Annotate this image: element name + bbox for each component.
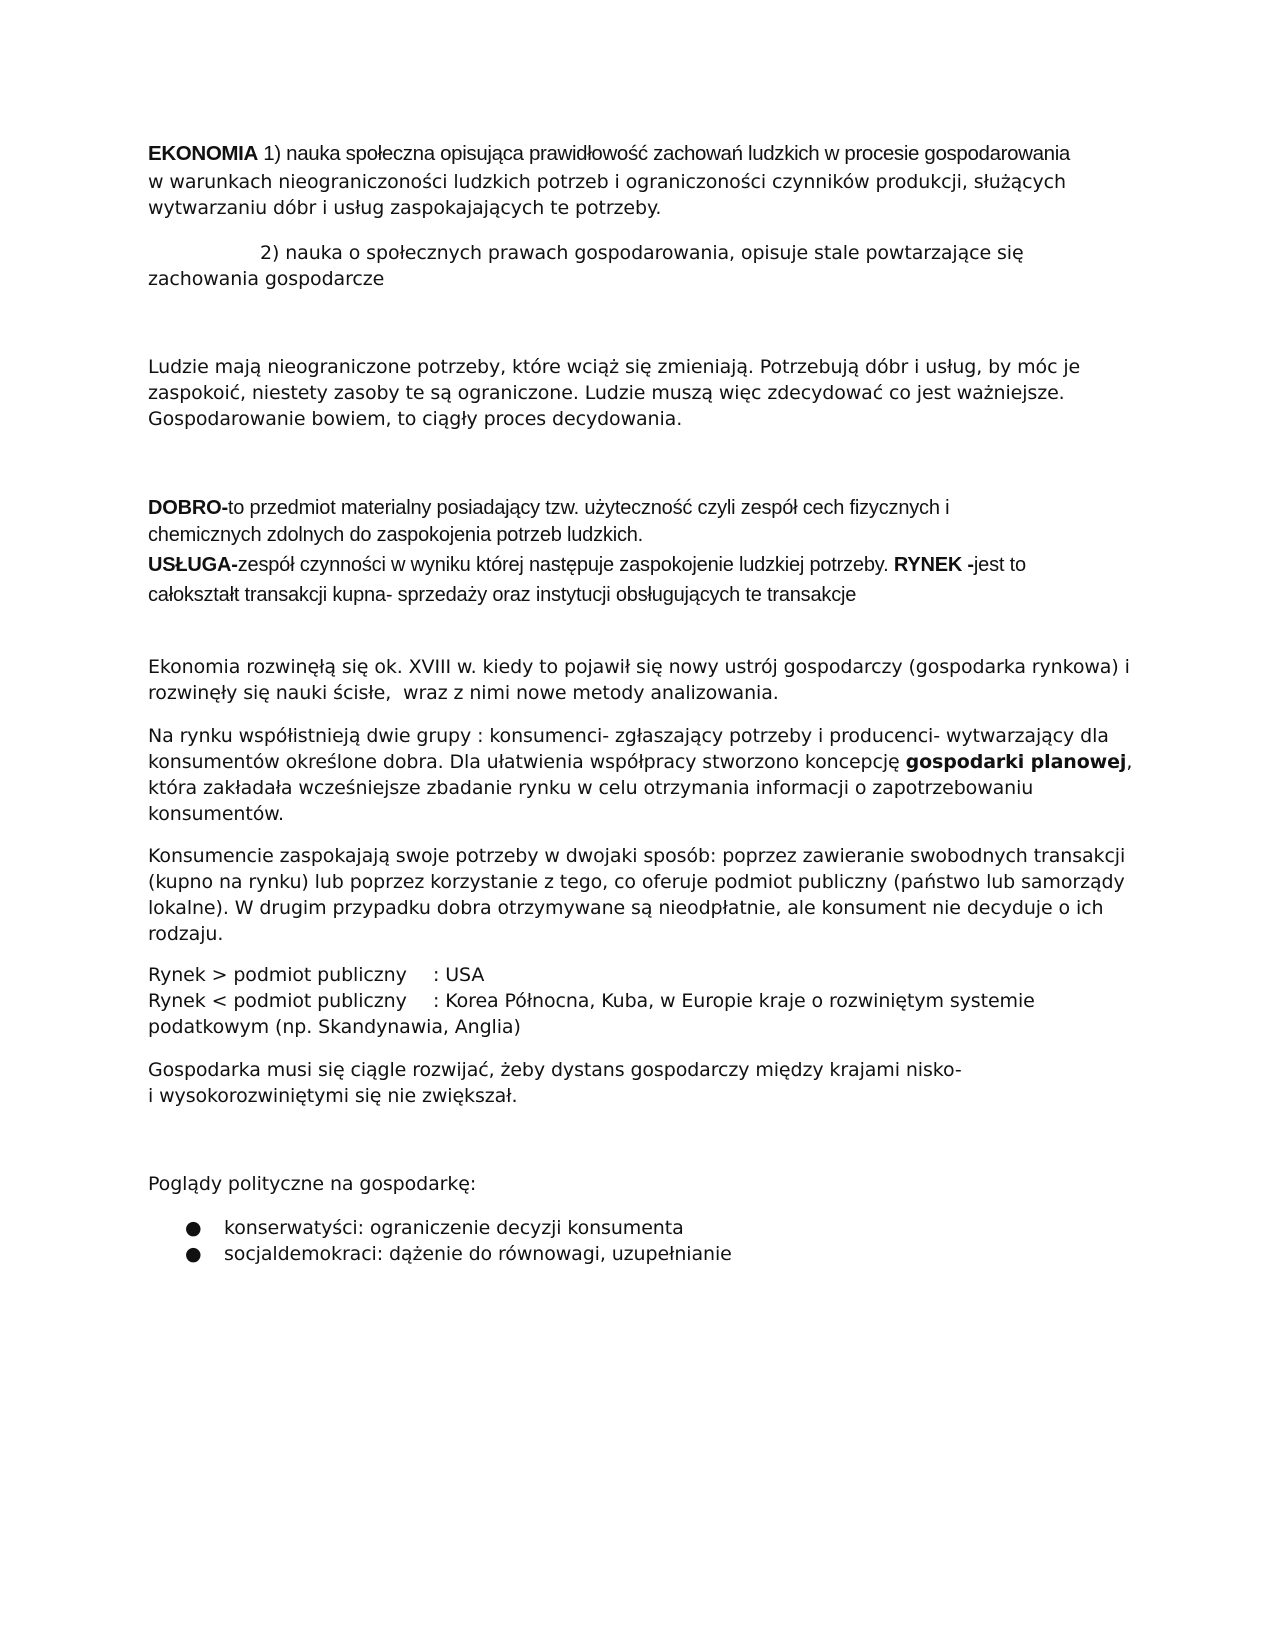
usluga-line — [148, 550, 1138, 580]
comparison-row2-right: : Korea Północna, Kuba, w Europie kraje o rozwiniętym systemie — [433, 990, 1035, 1012]
rynek-def-b: całokształt transakcji kupna- sprzedaży oraz instytucji obsługujących te transakcje — [148, 584, 857, 606]
comparison-row2-left: Rynek < podmiot publiczny — [148, 990, 407, 1012]
politics-heading: Poglądy polityczne na gospodarkę: — [148, 1173, 477, 1195]
rynek-term: RYNEK - — [893, 554, 974, 576]
usluga-rynek-definitions — [148, 550, 1138, 610]
ekonomia-def2-text: 2) nauka o społecznych prawach gospodarowania, opisuje stale powtarzające się zachowania gospodarcze — [148, 242, 1024, 290]
comparison-row-1 — [148, 962, 1138, 988]
dobro-line-1 — [148, 495, 1138, 522]
usluga-term: USŁUGA- — [148, 554, 238, 576]
rynek-def-a: jest to — [973, 554, 1026, 576]
market-text-bold: gospodarki planowej — [905, 751, 1127, 773]
paragraph-needs: Ludzie mają nieograniczone potrzeby, które wciąż się zmieniają. Potrzebują dóbr i usług, by móc je zaspokoić, niestety zasoby te są ograniczone. Ludzie muszą więc zdecydować co jest ważniejsze. Gospodarowanie bowiem, to ciągły proces decydowania. — [148, 356, 1081, 430]
ekonomia-definition-2 — [148, 240, 1138, 292]
comparison-row1-left: Rynek > podmiot publiczny — [148, 964, 407, 986]
comparison-row2-continuation: podatkowym (np. Skandynawia, Anglia) — [148, 1016, 521, 1038]
list-item-text: socjaldemokraci: dążenie do równowagi, uzupełnianie — [224, 1243, 732, 1265]
paragraph-market — [148, 723, 1138, 827]
bullet-icon: ● — [185, 1243, 202, 1265]
list-item-text: konserwatyści: ograniczenie decyzji konsumenta — [224, 1217, 684, 1239]
dobro-def-line1: to przedmiot materialny posiadający tzw. użyteczność czyli zespół cech fizycznych i — [227, 497, 950, 519]
market-text-before: Na rynku współistnieją dwie grupy : konsumenci- zgłaszający potrzeby i producenci- wytwarzający dla konsumentów określone dobra. Dla ułatwienia współpracy stworzono koncepcję — [148, 725, 1109, 773]
ekonomia-def1-heading: 1) nauka społeczna opisująca prawidłowość zachowań ludzkich w procesie gospodarowania — [257, 142, 1070, 165]
ekonomia-definition-1 — [148, 140, 1138, 221]
ekonomia-term: EKONOMIA — [148, 142, 258, 165]
comparison-block — [148, 962, 1138, 1040]
market-text-after: , która zakładała wcześniejsze zbadanie rynku w celu otrzymania informacji o zapotrzebowaniu konsumentów. — [148, 751, 1133, 825]
dobro-def-line2: chemicznych zdolnych do zaspokojenia potrzeb ludzkich. — [148, 524, 644, 546]
list-item — [148, 1215, 1138, 1241]
ekonomia-heading-line — [148, 140, 1138, 167]
bullet-icon: ● — [185, 1217, 202, 1239]
ekonomia-def1-continuation: w warunkach nieograniczoności ludzkich potrzeb i ograniczoności czynników produkcji, służących wytwarzaniu dóbr i usług zaspokajających te potrzeby. — [148, 171, 1066, 219]
paragraph-history: Ekonomia rozwinęłą się ok. XVIII w. kiedy to pojawił się nowy ustrój gospodarczy (gospodarka rynkowa) i rozwinęły się nauki ścisłe, wraz z nimi nowe metody analizowania. — [148, 656, 1136, 704]
dobro-definition — [148, 495, 1138, 549]
list-item — [148, 1241, 1138, 1267]
comparison-row-2 — [148, 988, 1138, 1014]
politics-list — [148, 1215, 1138, 1267]
comparison-row1-right: : USA — [433, 964, 485, 986]
dobro-term: DOBRO- — [148, 497, 228, 519]
usluga-def: zespół czynności w wyniku której następuje zaspokojenie ludzkiej potrzeby. — [237, 554, 894, 576]
paragraph-growth: Gospodarka musi się ciągle rozwijać, żeby dystans gospodarczy między krajami nisko- i wysokorozwiniętymi się nie zwiększał. — [148, 1059, 962, 1107]
paragraph-consumers: Konsumencie zaspokajają swoje potrzeby w dwojaki sposób: poprzez zawieranie swobodnych transakcji (kupno na rynku) lub poprzez korzystanie z tego, co oferuje podmiot publiczny (państwo lub samorządy lokalne). W drugim przypadku dobra otrzymywane są nieodpłatnie, ale konsument nie decyduje o ich rodzaju. — [148, 845, 1126, 945]
